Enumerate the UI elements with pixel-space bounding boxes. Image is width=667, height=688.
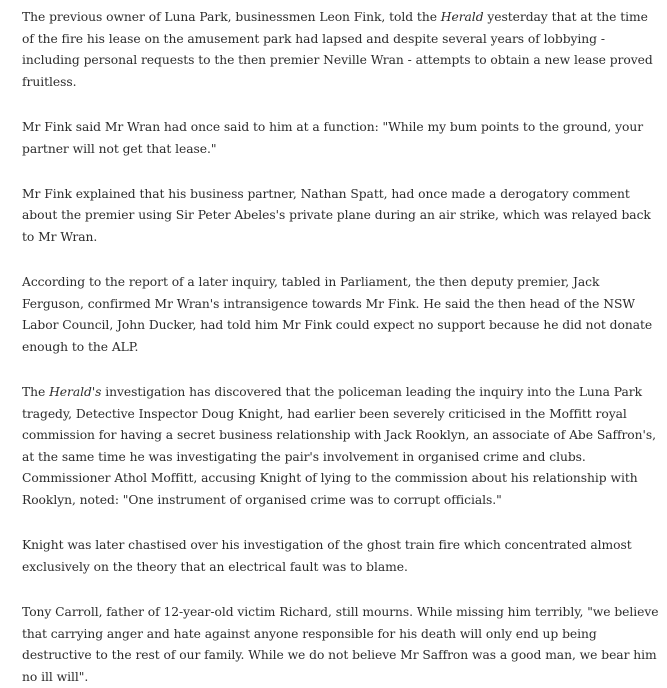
article-paragraph bbox=[22, 184, 662, 249]
paragraph-text: The previous owner of Luna Park, businessmen Leon Fink, told the bbox=[22, 10, 441, 24]
paragraph-text: Mr Fink said Mr Wran had once said to him at a function: "While my bum points to the ground, your partner will not get that lease." bbox=[22, 119, 644, 156]
paragraph-text: Tony Carroll, father of 12-year-old victim Richard, still mourns. While missing him terribly, "we believe that carrying anger and hate against anyone responsible for his death will only end up being destructive to the rest of our family. While we do not believe Mr Saffron was a good man, we bear him no ill will". bbox=[22, 605, 659, 684]
paragraph-text: investigation has discovered that the policeman leading the inquiry into the Luna Park tragedy, Detective Inspector Doug Knight, had earlier been severely criticised in the Moffitt royal commission for having a secret business relationship with Jack Rooklyn, an associate of Abe Saffron's, at the same time he was investigating the pair's involvement in organised crime and clubs. Commissioner Athol Moffitt, accusing Knight of lying to the commission about his relationship with Rooklyn, noted: "One instrument of organised crime was to corrupt officials." bbox=[22, 385, 656, 508]
article-paragraph bbox=[22, 535, 662, 578]
article-paragraph bbox=[22, 7, 662, 93]
paragraph-text: yesterday that at the time of the fire his lease on the amusement park had lapsed and despite several years of lobbying - including personal requests to the then premier Neville Wran - attempts to obtain a new lease proved fruitless. bbox=[22, 10, 653, 89]
paragraph-text: According to the report of a later inquiry, tabled in Parliament, the then deputy premier, Jack Ferguson, confirmed Mr Wran's intransigence towards Mr Fink. He said the then head of the NSW Labor Council, John Ducker, had told him Mr Fink could expect no support because he did not donate enough to the ALP. bbox=[22, 275, 653, 354]
paragraph-text: The bbox=[22, 385, 50, 400]
article-paragraph bbox=[22, 382, 662, 512]
article-paragraph bbox=[22, 602, 662, 688]
article-body bbox=[22, 7, 662, 688]
paragraph-text: Knight was later chastised over his investigation of the ghost train fire which concentrated almost exclusively on the theory that an electrical fault was to blame. bbox=[22, 538, 632, 574]
paragraph-text: Mr Fink explained that his business partner, Nathan Spatt, had once made a derogatory comment about the premier using Sir Peter Abeles's private plane during an air strike, which was relayed back to Mr Wran. bbox=[22, 186, 651, 244]
article-paragraph bbox=[22, 117, 662, 160]
publication-name: Herald's bbox=[49, 385, 102, 400]
publication-name: Herald bbox=[440, 10, 484, 24]
article-paragraph bbox=[22, 272, 662, 358]
